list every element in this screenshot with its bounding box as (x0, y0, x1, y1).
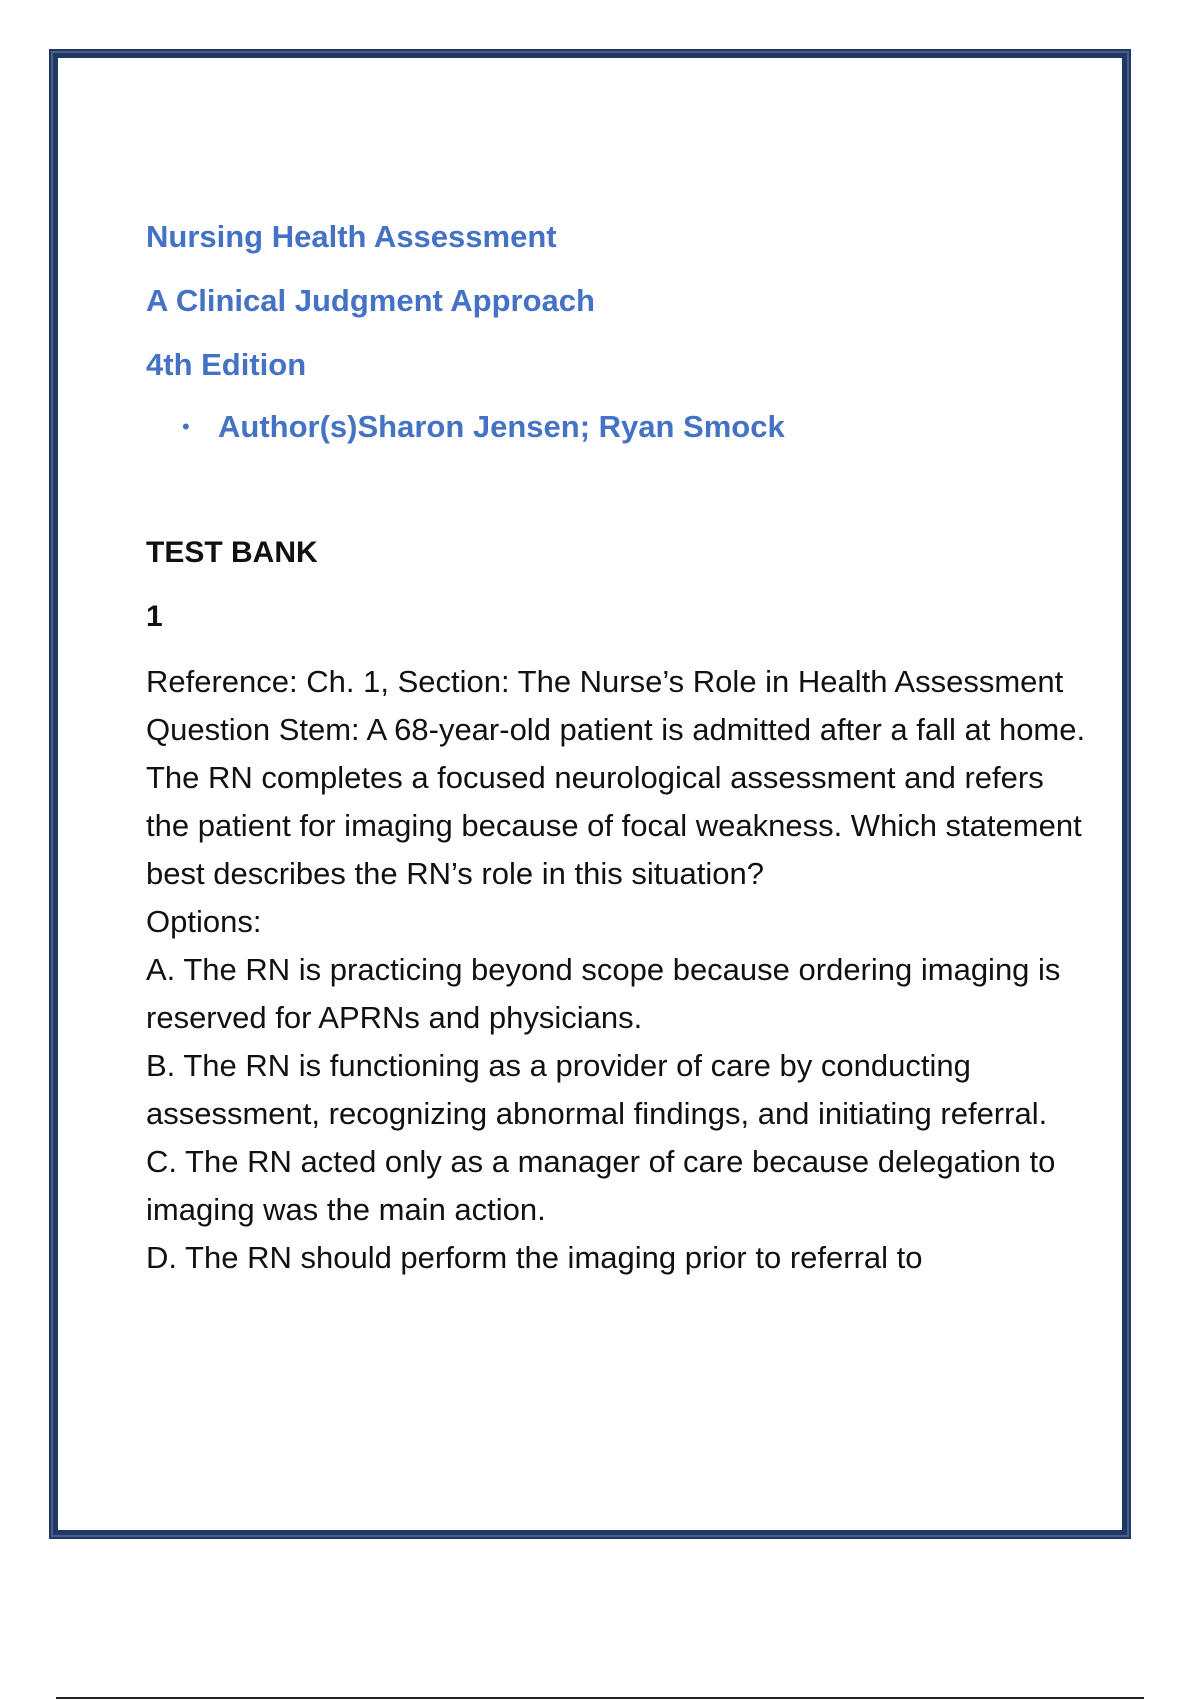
author-list-item (146, 408, 1086, 446)
authors: Author(s)Sharon Jensen; Ryan Smock (218, 409, 785, 444)
section-title: TEST BANK (146, 536, 318, 569)
book-subtitle: A Clinical Judgment Approach (146, 283, 595, 318)
document-content (146, 218, 1086, 1282)
option-c: C. The RN acted only as a manager of care because delegation to imaging was the main action. (146, 1144, 1056, 1227)
question-body (146, 658, 1086, 1282)
option-a: A. The RN is practicing beyond scope because ordering imaging is reserved for APRNs and physicians. (146, 952, 1061, 1035)
footer-divider (56, 1697, 1144, 1699)
option-d: D. The RN should perform the imaging prior to referral to (146, 1240, 923, 1275)
book-edition: 4th Edition (146, 347, 307, 382)
book-title: Nursing Health Assessment (146, 219, 557, 254)
option-b: B. The RN is functioning as a provider of care by conducting assessment, recognizing abnormal findings, and initiating referral. (146, 1048, 1048, 1131)
question-reference: Reference: Ch. 1, Section: The Nurse’s Role in Health Assessment (146, 664, 1064, 699)
bullet-icon: • (182, 414, 190, 439)
question-stem: Question Stem: A 68-year-old patient is admitted after a fall at home. The RN completes a focused neurological assessment and refers the patient for imaging because of focal weakness. Which statement best describes the RN’s role in this situation? (146, 712, 1086, 891)
options-label: Options: (146, 904, 262, 939)
question-number: 1 (146, 600, 163, 633)
